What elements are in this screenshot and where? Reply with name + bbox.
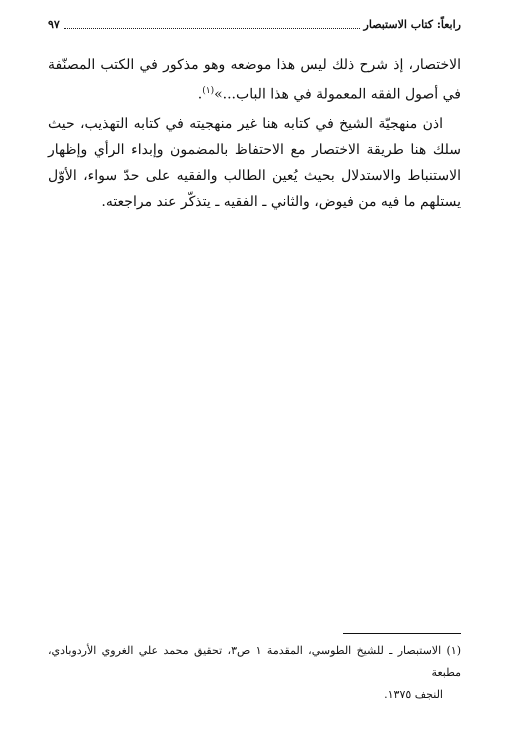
footnote-separator [343,633,461,634]
paragraph-2: اذن منهجيّة الشيخ في كتابه هنا غير منهجيته في كتابه التهذيب، حيث سلك هنا طريقة الاختصار مع الاحتفاظ بالمضمون وإبداء الرأي وإظهار الاستنباط والاستدلال بحيث يُعين الطالب والفقيه على حدّ سواء، الأوّل يستلهم ما فيه من فيوض، والثاني ـ الفقيه ـ يتذكّر عند مراجعته. [48,115,461,210]
header-leader-dots [64,19,360,29]
footnote-reference: (١) [202,86,215,96]
body-text [48,52,461,215]
paragraph-1-end: . [197,86,203,103]
page-number: ٩٧ [48,17,60,31]
footnote [48,640,461,706]
running-header [48,14,461,34]
footnote-line-1: (١) الاستبصار ـ للشيخ الطوسي، المقدمة ١ ص٣، تحقيق محمد علي الغروي الأردوبادي، مطبعة [48,644,461,679]
paragraph-1 [48,52,461,108]
paragraph-1-text: الاختصار، إذ شرح ذلك ليس هذا موضعه وهو مذكور في الكتب المصنّفة في أصول الفقه المعمولة في هذا الباب...» [48,57,461,103]
chapter-title: رابعاً: كتاب الاستبصار [363,17,461,31]
footnote-line-2: النجف ١٣٧٥. [384,688,443,701]
